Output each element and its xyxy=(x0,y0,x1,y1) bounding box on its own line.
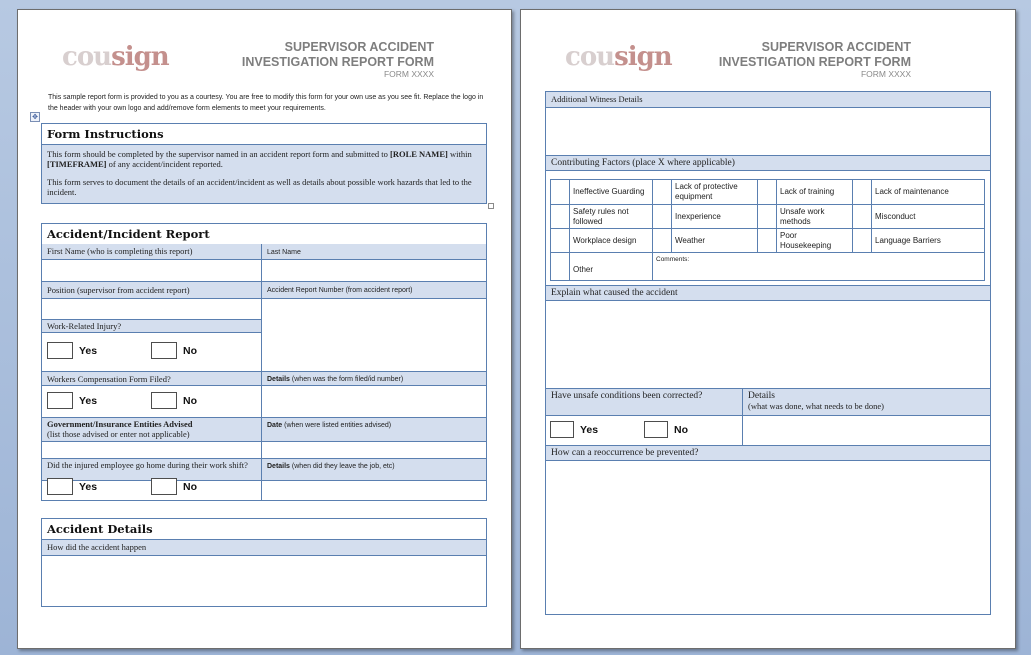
factor-label: Safety rules not followed xyxy=(570,205,653,229)
work-related-no-checkbox[interactable] xyxy=(151,342,177,359)
report-number-label: Accident Report Number (from accident report) xyxy=(262,282,486,299)
document-page-1 xyxy=(17,9,512,649)
factor-checkbox[interactable] xyxy=(758,229,777,253)
comp-filed-options xyxy=(42,386,262,418)
table-resize-handle[interactable] xyxy=(488,203,494,209)
go-home-details-label: Details (when did they leave the job, etc) xyxy=(262,459,486,481)
yes-label: Yes xyxy=(79,344,98,357)
factor-label: Lack of protective equipment xyxy=(672,180,758,205)
unsafe-yes-checkbox[interactable] xyxy=(550,421,574,438)
witness-label: Additional Witness Details xyxy=(546,92,990,108)
section-title: Accident/Incident Report xyxy=(42,224,486,245)
go-home-no-checkbox[interactable] xyxy=(151,478,177,495)
factor-label: Inexperience xyxy=(672,205,758,229)
factor-checkbox[interactable] xyxy=(853,229,872,253)
yes-label: Yes xyxy=(580,423,599,436)
no-label: No xyxy=(183,344,197,357)
comments-label: Comments: xyxy=(656,256,690,263)
factor-label: Language Barriers xyxy=(872,229,985,253)
prevent-section xyxy=(545,445,991,615)
position-field[interactable] xyxy=(42,299,262,320)
document-page-2 xyxy=(520,9,1016,649)
factor-checkbox[interactable] xyxy=(551,205,570,229)
no-label: No xyxy=(183,480,197,493)
work-related-options xyxy=(42,333,262,372)
factor-checkbox[interactable] xyxy=(853,180,872,205)
unsafe-no-checkbox[interactable] xyxy=(644,421,668,438)
factors-table xyxy=(550,179,985,281)
factor-checkbox[interactable] xyxy=(853,205,872,229)
prevent-field[interactable] xyxy=(546,461,990,613)
factor-label: Weather xyxy=(672,229,758,253)
yes-label: Yes xyxy=(79,394,98,407)
yes-label: Yes xyxy=(79,480,98,493)
work-related-yes-checkbox[interactable] xyxy=(47,342,73,359)
details-label: Details (what was done, what needs to be done) xyxy=(743,389,990,416)
gov-advised-field[interactable] xyxy=(42,442,262,459)
factor-checkbox[interactable] xyxy=(653,180,672,205)
form-instructions-section xyxy=(41,123,487,204)
factor-label: Unsafe work methods xyxy=(777,205,853,229)
report-number-field[interactable] xyxy=(262,299,486,372)
page-title: SUPERVISOR ACCIDENT INVESTIGATION REPORT FORM FORM XXXX xyxy=(241,40,434,79)
last-name-field[interactable] xyxy=(262,260,486,282)
unsafe-label: Have unsafe conditions been corrected? xyxy=(546,389,743,416)
last-name-label: Last Name xyxy=(262,244,486,260)
factor-label: Lack of maintenance xyxy=(872,180,985,205)
factor-checkbox[interactable] xyxy=(551,229,570,253)
how-happened-field[interactable] xyxy=(42,556,486,606)
intro-text: This sample report form is provided to you as a courtesy. You are free to modify this form for your own use as you see fit. Replace the logo in the header with your own logo and add/remove form elements to meet your requirements. xyxy=(48,94,484,112)
witness-section xyxy=(545,91,991,156)
go-home-yes-checkbox[interactable] xyxy=(47,478,73,495)
section-title: Form Instructions xyxy=(42,124,486,145)
prevent-label: How can a reoccurrence be prevented? xyxy=(546,446,990,461)
contributing-factors-section xyxy=(545,155,991,286)
first-name-field[interactable] xyxy=(42,260,262,282)
factor-label: Ineffective Guarding xyxy=(570,180,653,205)
factor-checkbox[interactable] xyxy=(653,205,672,229)
factor-label: Misconduct xyxy=(872,205,985,229)
factor-checkbox[interactable] xyxy=(551,180,570,205)
gov-advised-label: Government/Insurance Entities Advised (list those advised or enter not applicable) xyxy=(42,418,262,442)
explain-label: Explain what caused the accident xyxy=(546,286,990,301)
instructions-body: This form should be completed by the supervisor named in an accident report form and submitted to [ROLE NAME] within [TIMEFRAME] of any accident/incident reported. This form serves to document the details of an accident/incident as well as details about possible work hazards that led to the incident. xyxy=(42,145,486,203)
page-title: SUPERVISOR ACCIDENT INVESTIGATION REPORT FORM FORM XXXX xyxy=(718,40,911,79)
witness-field[interactable] xyxy=(546,108,990,154)
comp-details-field[interactable] xyxy=(262,386,486,418)
table-move-handle-icon[interactable]: ✥ xyxy=(30,112,40,122)
no-label: No xyxy=(183,394,197,407)
section-title: Accident Details xyxy=(42,519,486,540)
comp-filed-label: Workers Compensation Form Filed? xyxy=(42,372,262,386)
accident-details-section xyxy=(41,518,487,607)
form-number: FORM XXXX xyxy=(860,69,911,79)
gov-date-label: Date (when were listed entities advised) xyxy=(262,418,486,442)
factors-title: Contributing Factors (place X where applicable) xyxy=(546,156,990,171)
go-home-details-field[interactable] xyxy=(262,481,486,501)
go-home-options xyxy=(42,481,262,501)
company-logo: cousign xyxy=(62,42,169,72)
explain-section xyxy=(545,285,991,389)
comments-field[interactable] xyxy=(653,253,985,281)
position-label: Position (supervisor from accident report) xyxy=(42,282,262,299)
comp-details-label: Details (when was the form filed/id number) xyxy=(262,372,486,386)
first-name-label: First Name (who is completing this report) xyxy=(42,244,262,260)
factor-checkbox[interactable] xyxy=(758,180,777,205)
factor-label: Workplace design xyxy=(570,229,653,253)
factor-checkbox[interactable] xyxy=(758,205,777,229)
factor-label-other: Other xyxy=(570,253,653,281)
explain-field[interactable] xyxy=(546,301,990,387)
factor-label: Lack of training xyxy=(777,180,853,205)
form-number: FORM XXXX xyxy=(383,69,434,79)
company-logo: cousign xyxy=(565,42,672,72)
work-related-label: Work-Related Injury? xyxy=(42,320,262,333)
comp-filed-no-checkbox[interactable] xyxy=(151,392,177,409)
factor-checkbox[interactable] xyxy=(653,229,672,253)
gov-date-field[interactable] xyxy=(262,442,486,459)
no-label: No xyxy=(674,423,688,436)
comp-filed-yes-checkbox[interactable] xyxy=(47,392,73,409)
incident-report-section xyxy=(41,223,487,501)
factor-label: Poor Housekeeping xyxy=(777,229,853,253)
factor-checkbox-other[interactable] xyxy=(551,253,570,281)
go-home-label: Did the injured employee go home during their work shift? xyxy=(42,459,262,481)
how-happened-label: How did the accident happen xyxy=(42,540,486,556)
